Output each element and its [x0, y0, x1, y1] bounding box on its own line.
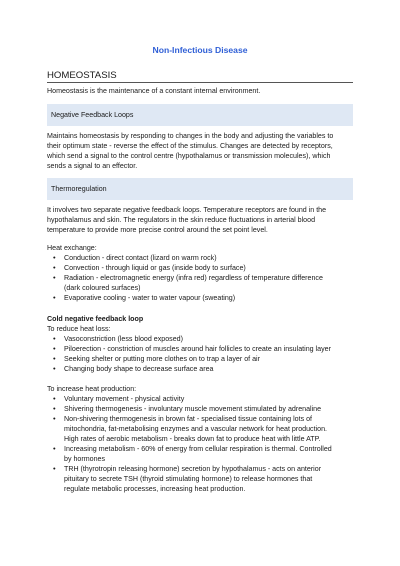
- list-item: [47, 414, 357, 444]
- text-line: which send a signal to the control centre (hypothalamus or transmission molecules), which: [47, 152, 331, 160]
- list-item-line: (dark coloured surfaces): [64, 284, 141, 292]
- bullet-icon: •: [53, 394, 56, 403]
- list-item: [47, 464, 357, 494]
- list-item: [47, 394, 357, 404]
- homeostasis-heading: HOMEOSTASIS: [47, 70, 353, 83]
- list-item-line: Piloerection - constriction of muscles around hair follicles to create an insulating layer: [64, 345, 331, 353]
- reduce-loss-label: To reduce heat loss:: [47, 325, 111, 333]
- bullet-icon: •: [53, 354, 56, 363]
- bullet-icon: •: [53, 253, 56, 262]
- bullet-icon: •: [53, 263, 56, 272]
- document-title: Non-Infectious Disease: [152, 45, 248, 55]
- list-item-line: Non-shivering thermogenesis in brown fat - specialised tissue containing lots of: [64, 415, 313, 423]
- list-item-line: pituitary to secrete TSH (thyroid stimulating hormone) to release hormones that: [64, 475, 313, 483]
- bullet-icon: •: [53, 444, 56, 453]
- text-line: Maintains homeostasis by responding to changes in the body and adjusting the variables to: [47, 132, 334, 140]
- list-item-line: mitochondria, fat-metabolising enzymes and a vascular network for heat production.: [64, 425, 327, 433]
- list-item: [47, 344, 357, 354]
- bullet-icon: •: [53, 414, 56, 423]
- bullet-icon: •: [53, 344, 56, 353]
- list-item-line: Radiation - electromagnetic energy (infra red) regardless of temperature difference: [64, 274, 323, 282]
- increase-production-list: [47, 394, 357, 494]
- heat-exchange-label: Heat exchange:: [47, 244, 97, 252]
- bullet-icon: •: [53, 404, 56, 413]
- text-line: their optimum state - reverse the effect of the stimulus. Changes are detected by receptors,: [47, 142, 333, 150]
- list-item-line: Vasoconstriction (less blood exposed): [64, 335, 183, 343]
- list-item-line: Convection - through liquid or gas (inside body to surface): [64, 264, 246, 272]
- thermoregulation-paragraph: [47, 205, 357, 235]
- negative-feedback-heading: Negative Feedback Loops: [47, 104, 353, 126]
- list-item-line: Conduction - direct contact (lizard on warm rock): [64, 254, 217, 262]
- list-item-line: TRH (thyrotropin releasing hormone) secretion by hypothalamus - acts on anterior: [64, 465, 322, 473]
- heat-exchange-list: [47, 253, 357, 303]
- list-item-line: High rates of aerobic metabolism - breaks down fat to produce heat with little ATP.: [64, 435, 321, 443]
- negative-feedback-paragraph: [47, 131, 357, 171]
- list-item-line: Voluntary movement - physical activity: [64, 395, 185, 403]
- bullet-icon: •: [53, 464, 56, 473]
- text-line: It involves two separate negative feedback loops. Temperature receptors are found in the: [47, 206, 327, 214]
- list-item-line: Evaporative cooling - water to water vapour (sweating): [64, 294, 236, 302]
- list-item: [47, 364, 357, 374]
- list-item-line: Shivering thermogenesis - involuntary muscle movement stimulated by adrenaline: [64, 405, 322, 413]
- list-item: [47, 263, 357, 273]
- increase-production-label: To increase heat production:: [47, 385, 137, 393]
- homeostasis-definition: Homeostasis is the maintenance of a constant internal environment.: [47, 87, 261, 95]
- list-item-line: Seeking shelter or putting more clothes on to trap a layer of air: [64, 355, 260, 363]
- bullet-icon: •: [53, 273, 56, 282]
- list-item: [47, 404, 357, 414]
- list-item: [47, 253, 357, 263]
- text-line: temperature to provide more precise control around the set point level.: [47, 226, 268, 234]
- list-item: [47, 354, 357, 364]
- text-line: sends a signal to an effector.: [47, 162, 138, 170]
- bullet-icon: •: [53, 364, 56, 373]
- list-item: [47, 293, 357, 303]
- bullet-icon: •: [53, 334, 56, 343]
- list-item: [47, 273, 357, 293]
- text-line: hypothalamus and skin. The regulators in the skin reduce fluctuations in arterial blood: [47, 216, 316, 224]
- list-item-line: Changing body shape to decrease surface area: [64, 365, 214, 373]
- list-item-line: Increasing metabolism - 60% of energy from cellular respiration is thermal. Controlled: [64, 445, 332, 453]
- list-item: [47, 334, 357, 344]
- bullet-icon: •: [53, 293, 56, 302]
- cold-loop-heading: Cold negative feedback loop: [47, 315, 144, 323]
- thermoregulation-heading: Thermoregulation: [47, 178, 353, 200]
- list-item-line: by hormones: [64, 455, 106, 463]
- list-item: [47, 444, 357, 464]
- list-item-line: regulate metabolic processes, increasing heat production.: [64, 485, 246, 493]
- reduce-loss-list: [47, 334, 357, 374]
